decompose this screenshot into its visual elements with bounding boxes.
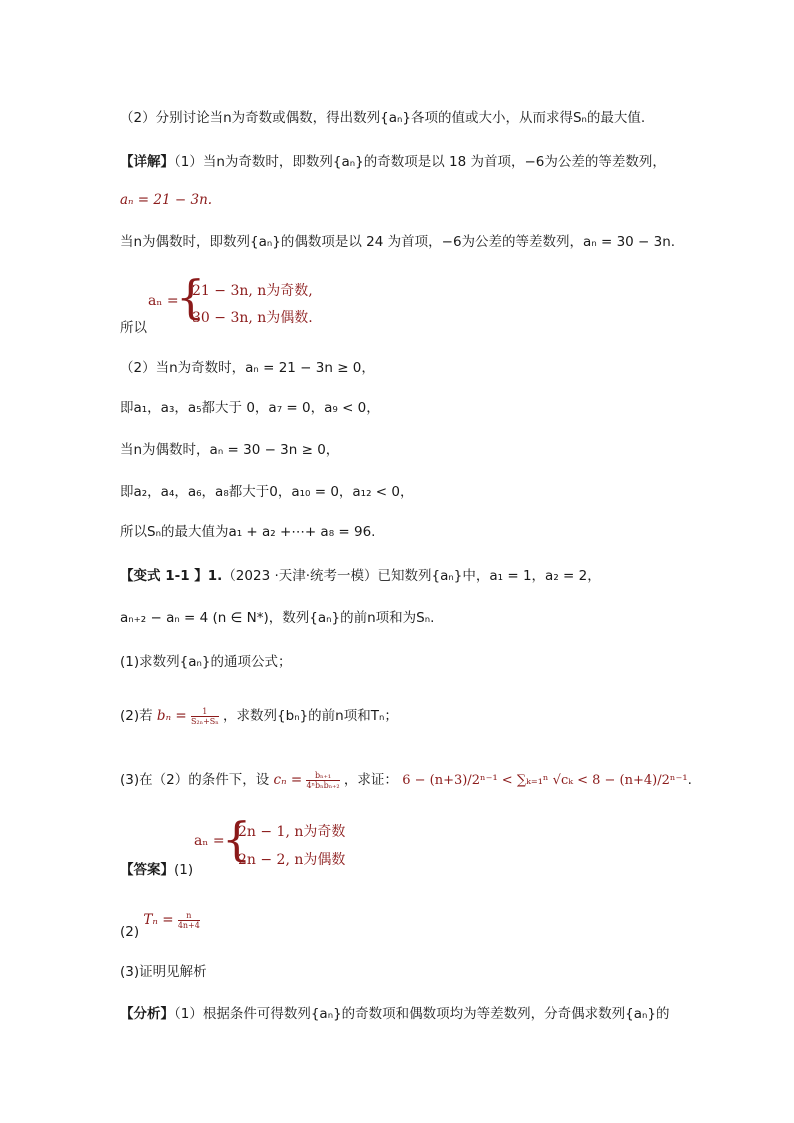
q3-fraction: $\frac{\text{bₙ₊₁}}{\text{4ⁿbₙbₙ₊₂}}$ [306, 770, 340, 790]
q2-lhs: bₙ = [156, 708, 187, 724]
detail-text: （1）当n为奇数时，即数列{aₙ}的奇数项是以 18 为首项，−6为公差的等差数列， [174, 154, 666, 170]
answer-piecewise-lhs: aₙ = [194, 833, 225, 849]
detail-tag: 【详解】 [120, 154, 174, 170]
line-odd-terms: 即a₁，a₃，a₅都大于 0，a₇ = 0，a₉ < 0， [120, 400, 380, 416]
line-max-value: 所以Sₙ的最大值为a₁ + a₂ +⋯+ a₈ = 96. [120, 524, 376, 540]
so-label: 所以 [120, 320, 147, 336]
piecewise-case-2: 30 − 3n, n为偶数. [192, 310, 313, 326]
answer-2-label: (2) [120, 924, 140, 940]
answer-tag: 【答案】 [120, 862, 174, 878]
answer-line-1 [120, 860, 193, 880]
line-even-terms: 即a₂，a₄，a₆，a₈都大于0，a₁₀ = 0，a₁₂ < 0， [120, 484, 414, 500]
question-1: (1)求数列{aₙ}的通项公式； [120, 654, 292, 670]
question-2 [120, 706, 398, 726]
q2-fraction: $\frac{1}{\text{S₂ₙ+Sₙ}}$ [190, 706, 219, 726]
question-3 [120, 770, 692, 791]
q3-lhs: cₙ = [273, 772, 303, 788]
line-analysis-part2: （2）分别讨论当n为奇数或偶数，得出数列{aₙ}各项的值或大小，从而求得Sₙ的最大值. [120, 110, 646, 126]
line-even-case: 当n为偶数时，即数列{aₙ}的偶数项是以 24 为首项，−6为公差的等差数列，aₙ = 30 − 3n. [120, 234, 676, 250]
answer-line-3: (3)证明见解析 [120, 964, 207, 980]
answer-line-2 [120, 910, 200, 942]
answer-case-1: 2n − 1, n为奇数 [238, 824, 346, 840]
q2-suffix: ，求数列{bₙ}的前n项和Tₙ； [223, 708, 398, 724]
analysis-tag: 【分析】 [120, 1006, 174, 1022]
q3-prove: ，求证： [343, 772, 398, 788]
q3-period: . [687, 772, 692, 788]
piecewise-case-1: 21 − 3n, n为奇数, [192, 283, 313, 299]
line-detail-1 [120, 152, 666, 172]
brace-icon: { [176, 270, 206, 324]
variant-tag: 【变式 1-1 】1. [120, 568, 223, 584]
line-part2-odd: （2）当n为奇数时，aₙ = 21 − 3n ≥ 0， [120, 360, 375, 376]
line-variant-title [120, 566, 601, 586]
q2-prefix: (2)若 [120, 708, 153, 724]
answer-case-2: 2n − 2, n为偶数 [238, 852, 346, 868]
variant-text: （2023 ·天津·统考一模）已知数列{aₙ}中，a₁ = 1，a₂ = 2， [222, 568, 601, 584]
piecewise-lhs: aₙ = [148, 293, 179, 309]
answer-1-label: (1) [174, 862, 194, 878]
q3-prefix: (3)在（2）的条件下，设 [120, 772, 270, 788]
line-recurrence: aₙ₊₂ − aₙ = 4 (n ∈ N*)，数列{aₙ}的前n项和为Sₙ. [120, 610, 435, 626]
answer-2-lhs: Tₙ = [143, 912, 174, 928]
line-part2-even: 当n为偶数时，aₙ = 30 − 3n ≥ 0， [120, 442, 340, 458]
brace-icon: { [222, 812, 252, 866]
analysis-line [120, 1004, 670, 1024]
q3-inequality: 6 − (n+3)/2ⁿ⁻¹ < ∑ₖ₌₁ⁿ √cₖ < 8 − (n+4)/2ⁿ⁻¹ [402, 773, 688, 788]
analysis-text: （1）根据条件可得数列{aₙ}的奇数项和偶数项均为等差数列，分奇偶求数列{aₙ}的 [174, 1006, 670, 1022]
formula-odd: aₙ = 21 − 3n. [120, 192, 213, 208]
answer-2-fraction: $\frac{n}{4n+4}$ [177, 910, 200, 930]
